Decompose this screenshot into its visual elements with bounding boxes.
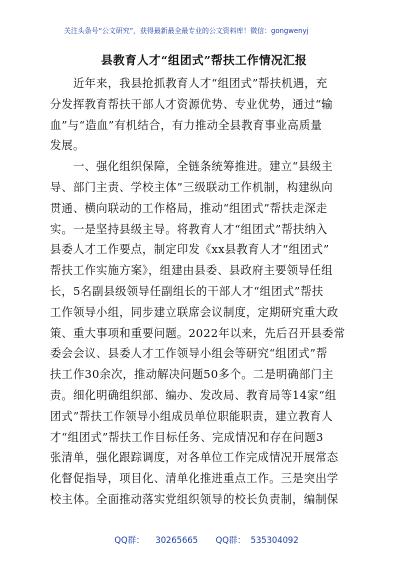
text-line: 帮扶工作实施方案》，组建由县委、县政府主要领导任组 [50, 264, 333, 278]
text-line: 一、强化组织保障，全链条统筹推进。建立“县级主 [50, 160, 333, 174]
qq-group-2-number: 535304092 [250, 535, 299, 545]
banner-wechat-label: 微信： [250, 27, 271, 35]
text-line: 县委人才工作要点，制定印发《xx县教育人才“组团式” [50, 243, 330, 257]
footer-qq-group-2 [211, 535, 299, 545]
document-body [50, 74, 358, 511]
text-line: 贯通、横向联动的工作格局，推动“组团式”帮扶走深走 [50, 201, 328, 215]
text-line: 近年来，我县抢抓教育人才“组团式”帮扶机遇，充 [50, 77, 328, 90]
text-line: 化督促指导，项目化、清单化推进重点工作。三是突出学 [50, 472, 339, 486]
text-line: 实。一是坚持县级主导。将教育人才“组团式”帮扶纳入 [50, 222, 328, 236]
text-line: 长，5名副县级领导任副组长的干部人才“组团式”帮扶 [50, 284, 324, 298]
top-banner [64, 25, 344, 38]
text-line: 校主体。全面推动落实党组织领导的校长负责制，编制保 [50, 492, 339, 506]
banner-wechat-id: gongwenyj [270, 27, 309, 35]
text-line: 团式”帮扶工作领导小组成员单位职能职责，建立教育人 [50, 409, 333, 423]
text-line: 策、重大事项和重要问题。2022年以来，先后召开县委常 [50, 326, 346, 340]
banner-text: 关注头条号“公文研究”，获得最新最全最专业的公文资料库！ [64, 27, 251, 35]
text-line: 扶工作30余次，推动解决问题50多个。二是明确部门主 [50, 368, 334, 382]
text-line: 发展。 [50, 139, 85, 153]
text-line: 责。细化明确组织部、编办、发改局、教育局等14家“组 [50, 388, 337, 402]
text-line: 张清单，强化跟踪调度，对各单位工作完成情况开展常态 [50, 451, 339, 465]
paragraph-section-1 [50, 157, 358, 511]
text-line: 导、部门主责、学校主体”三级联动工作机制，构建纵向 [50, 180, 333, 194]
text-line: 血”与“造血”有机结合，有力推动全县教育事业高质量 [50, 118, 323, 132]
text-line: 才“组团式”帮扶工作目标任务、完成情况和存在问题3 [50, 430, 324, 444]
qq-group-2-label: QQ群： [215, 535, 246, 545]
text-line: 工作领导小组，同步建立联席会议制度，定期研究重大政 [50, 305, 339, 319]
footer-qq-group-1 [109, 535, 198, 545]
text-line: 委会会议、县委人才工作领导小组会等研究“组团式”帮 [50, 347, 328, 361]
document-title: 县教育人才“组团式”帮扶工作情况汇报 [100, 53, 308, 67]
footer-qq-groups [0, 533, 408, 547]
text-line: 分发挥教育帮扶干部人才资源优势、专业优势，通过“输 [50, 97, 333, 111]
qq-group-1-number: 30265665 [155, 535, 198, 545]
qq-group-1-label: QQ群： [114, 535, 145, 545]
paragraph-intro [50, 74, 358, 157]
